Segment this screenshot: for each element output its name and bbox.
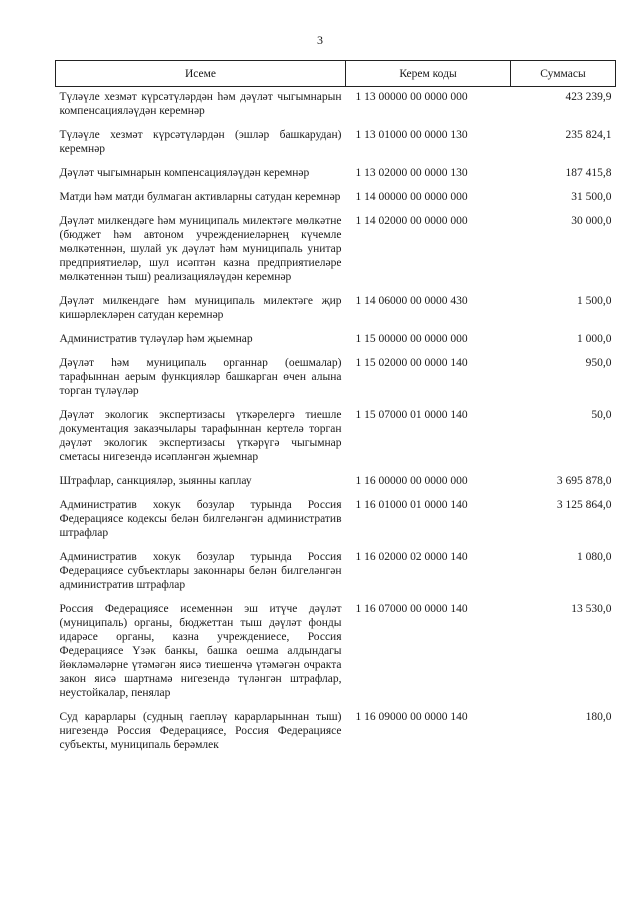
table-row bbox=[56, 166, 616, 190]
cell-sum: 3 695 878,0 bbox=[556, 475, 612, 487]
cell-code: 1 15 00000 00 0000 000 bbox=[355, 333, 468, 345]
cell-name: Түләүле хезмәт күрсәтүләрдән (эшләр башкарудан) керемнәр bbox=[59, 129, 342, 155]
cell-name: Дәүләт милкендәге һәм муниципаль милектәге җир кишәрлекләрен сатудан керемнәр bbox=[59, 295, 342, 321]
column-header-name: Исеме bbox=[56, 61, 346, 87]
cell-name: Дәүләт милкендәге һәм муниципаль милектәге мөлкәтне (бюджет һәм автоном учреждениеләрнең күчемле мөлкәтеннән, шулай ук дәүләт һәм муниципаль унитар предприятиеләр, шул исәптән казна предприятиеләре мөлкәтеннән тыш) реализацияләүдән керемнәр bbox=[59, 215, 342, 283]
table-row bbox=[56, 190, 616, 214]
cell-sum: 423 239,9 bbox=[565, 91, 612, 103]
cell-code: 1 13 01000 00 0000 130 bbox=[355, 129, 468, 141]
table-header-row bbox=[56, 61, 616, 87]
table-row bbox=[56, 602, 616, 710]
cell-code: 1 16 09000 00 0000 140 bbox=[355, 711, 468, 723]
cell-code: 1 14 00000 00 0000 000 bbox=[355, 191, 468, 203]
cell-sum: 1 080,0 bbox=[577, 551, 612, 563]
table-row bbox=[56, 356, 616, 408]
table-row bbox=[56, 710, 616, 762]
cell-name: Административ хокук бозулар турында Россия Федерациясе кодексы белән билгеләнгән административ штрафлар bbox=[59, 499, 342, 539]
cell-name: Административ түләүләр һәм җыемнар bbox=[59, 333, 253, 345]
revenue-table bbox=[55, 60, 616, 762]
cell-name: Суд карарлары (судның гаепләү карарларыннан тыш) нигезендә Россия Федерациясе, Россия Федерациясе субъекты, муниципаль берәмлек bbox=[59, 711, 342, 751]
cell-name: Административ хокук бозулар турында Россия Федерациясе субъектлары законнары белән билгеләнгән административ штрафлар bbox=[59, 551, 342, 591]
cell-sum: 30 000,0 bbox=[571, 215, 612, 227]
cell-name: Матди һәм матди булмаган активларны сатудан керемнәр bbox=[59, 191, 341, 203]
cell-code: 1 14 06000 00 0000 430 bbox=[355, 295, 468, 307]
table-row bbox=[56, 128, 616, 166]
table-row bbox=[56, 550, 616, 602]
cell-name: Дәүләт экологик экспертизасы үткәрелергә тиешле документация заказчылары тарафыннан кертелә торган дәүләт экологик экспертизасы үткәрүгә чыгымнар сметасы нигезендә исәпләнгән җыемнар bbox=[59, 409, 342, 463]
cell-code: 1 15 07000 01 0000 140 bbox=[355, 409, 468, 421]
cell-code: 1 15 02000 00 0000 140 bbox=[355, 357, 468, 369]
column-header-sum: Суммасы bbox=[511, 61, 616, 87]
cell-name: Дәүләт һәм муниципаль органнар (оешмалар) тарафыннан аерым функцияләр башкарган өчен алына торган түләүләр bbox=[59, 357, 342, 397]
cell-sum: 13 530,0 bbox=[571, 603, 612, 615]
cell-code: 1 16 01000 01 0000 140 bbox=[355, 499, 468, 511]
table-row bbox=[56, 498, 616, 550]
cell-sum: 180,0 bbox=[585, 711, 612, 723]
table-row bbox=[56, 332, 616, 356]
cell-code: 1 16 02000 02 0000 140 bbox=[355, 551, 468, 563]
cell-sum: 235 824,1 bbox=[565, 129, 612, 141]
cell-sum: 1 000,0 bbox=[577, 333, 612, 345]
cell-name: Россия Федерациясе исеменнән эш итүче дәүләт (муниципаль) органы, бюджеттан тыш дәүләт фонды идарәсе органы, казна учреждениесе, Россия Федерациясе Үзәк банкы, башка оешма алдындагы йөкләмәләрне үтәмәгән яисә тиешенчә үтәмәгән очракта закон яисә шартнамә нигезендә түләнгән штрафлар, неустойкалар, пенялар bbox=[59, 603, 342, 699]
cell-name: Штрафлар, санкцияләр, зыянны каплау bbox=[59, 475, 252, 487]
table-row bbox=[56, 87, 616, 129]
table-row bbox=[56, 408, 616, 474]
column-header-code: Керем коды bbox=[346, 61, 511, 87]
cell-code: 1 13 02000 00 0000 130 bbox=[355, 167, 468, 179]
cell-sum: 50,0 bbox=[591, 409, 612, 421]
cell-sum: 187 415,8 bbox=[565, 167, 612, 179]
cell-code: 1 16 07000 00 0000 140 bbox=[355, 603, 468, 615]
page-number: 3 bbox=[317, 33, 323, 47]
cell-code: 1 14 02000 00 0000 000 bbox=[355, 215, 468, 227]
cell-code: 1 16 00000 00 0000 000 bbox=[355, 475, 468, 487]
cell-sum: 31 500,0 bbox=[571, 191, 612, 203]
cell-name: Дәүләт чыгымнарын компенсацияләүдән керемнәр bbox=[59, 167, 310, 179]
cell-name: Түләүле хезмәт күрсәтүләрдән һәм дәүләт чыгымнарын компенсацияләүдән керемнәр bbox=[59, 91, 342, 117]
cell-sum: 3 125 864,0 bbox=[556, 499, 612, 511]
table-row bbox=[56, 474, 616, 498]
cell-sum: 1 500,0 bbox=[577, 295, 612, 307]
cell-sum: 950,0 bbox=[585, 357, 612, 369]
cell-code: 1 13 00000 00 0000 000 bbox=[355, 91, 468, 103]
table-row bbox=[56, 294, 616, 332]
table-row bbox=[56, 214, 616, 294]
